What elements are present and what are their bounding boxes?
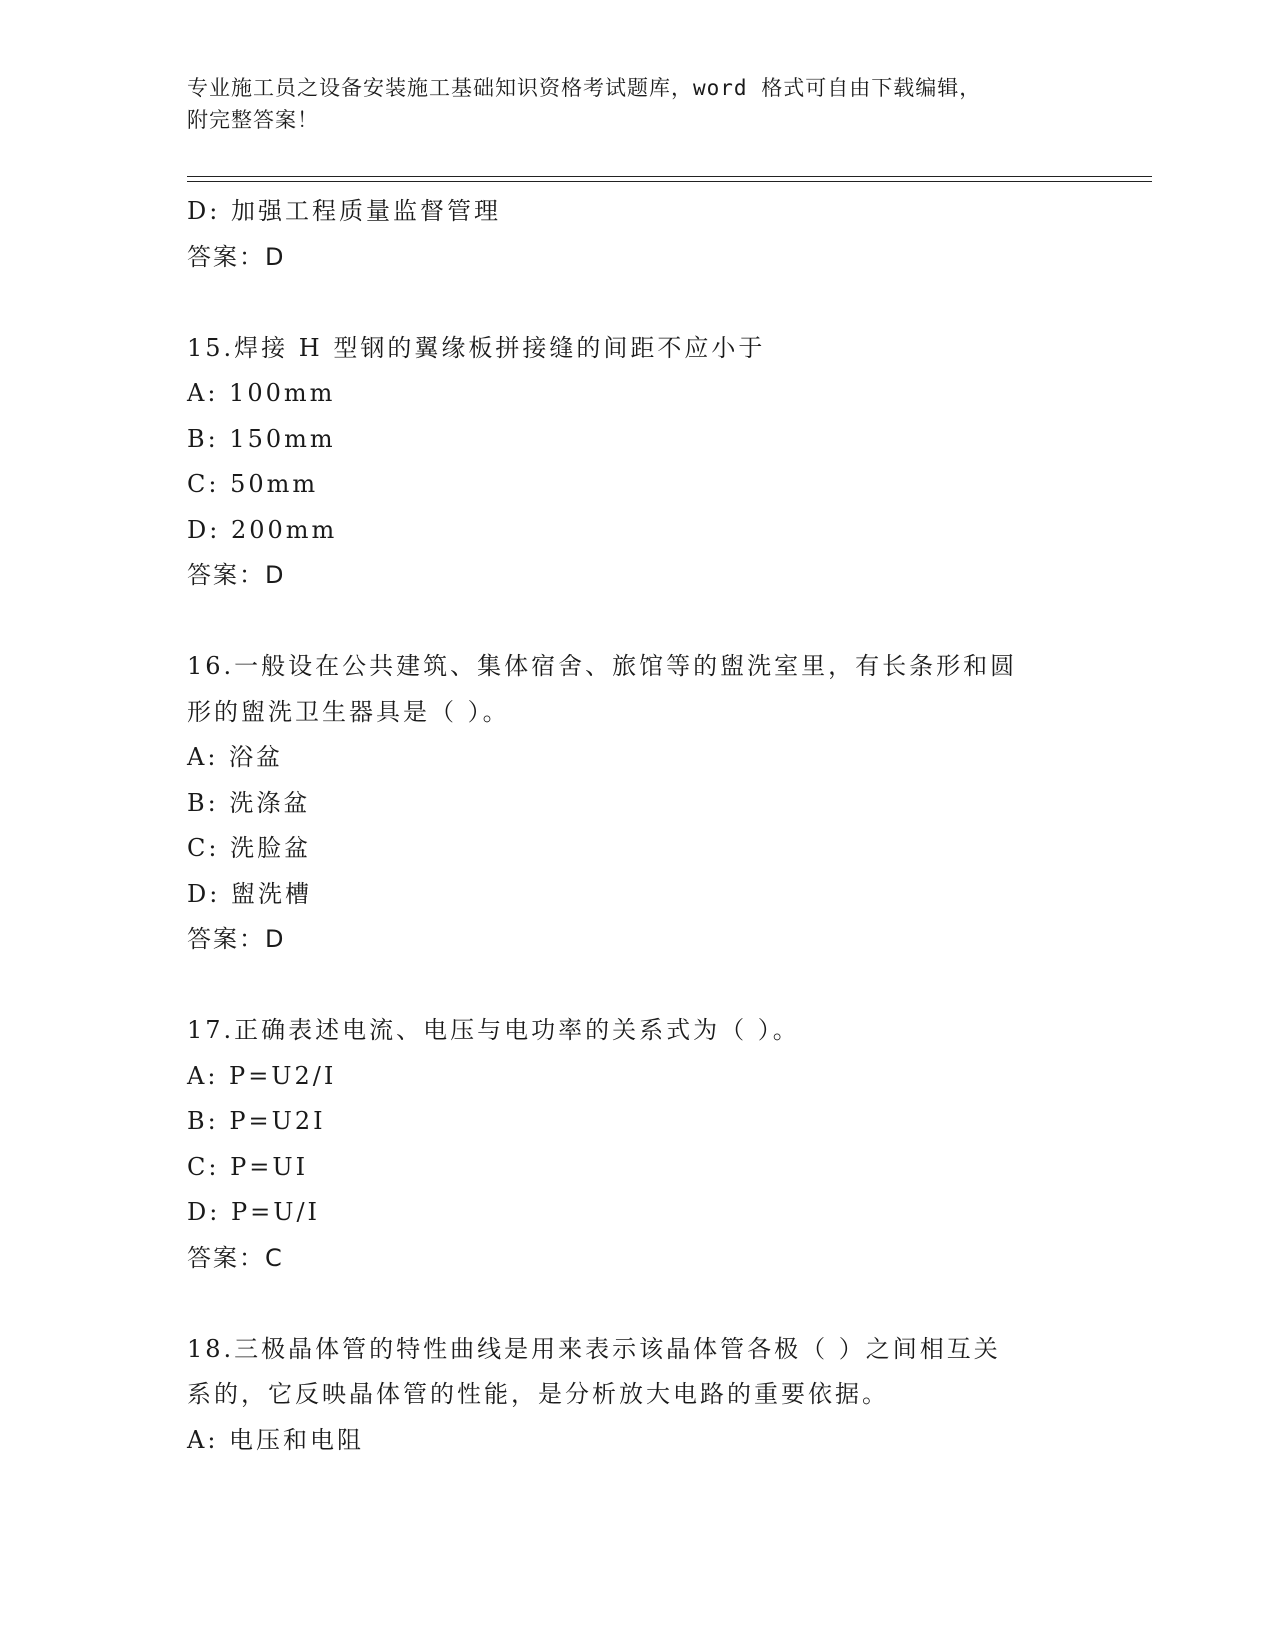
question-17: [187, 1008, 1087, 1281]
question-15: [187, 326, 1087, 599]
question-text: 16.一般设在公共建筑、集体宿舍、旅馆等的盥洗室里，有长条形和圆: [187, 652, 1018, 680]
answer-line: 答案：D: [187, 925, 286, 953]
option-d: D: 200mm: [187, 515, 338, 544]
header-divider-top: [187, 176, 1152, 177]
option-d: D: P=U/I: [187, 1198, 321, 1226]
question-spacer: [187, 280, 1087, 326]
option-d: D: 盥洗槽: [187, 879, 312, 908]
option-a: A: 电压和电阻: [187, 1425, 365, 1454]
option-a: A: 100mm: [187, 379, 336, 407]
option-a: A: P=U2/I: [187, 1061, 337, 1090]
header-divider-bottom: [187, 181, 1152, 182]
answer-line: 答案：D: [187, 242, 286, 271]
option-b: B: 洗涤盆: [187, 788, 311, 817]
question-14-tail: [187, 189, 1087, 280]
option-c: C: 50mm: [187, 470, 319, 498]
question-text: 17.正确表述电流、电压与电功率的关系式为（ ）。: [187, 1016, 800, 1044]
option-b: B: P=U2I: [187, 1107, 326, 1135]
question-text-continued: 形的盥洗卫生器具是（ ）。: [187, 697, 510, 726]
question-list: [187, 189, 1087, 1463]
option-d: D: 加强工程质量监督管理: [187, 197, 501, 225]
option-c: C: 洗脸盆: [187, 834, 312, 862]
option-c: C: P=UI: [187, 1152, 309, 1181]
question-spacer: [187, 1281, 1087, 1327]
option-a: A: 浴盆: [187, 743, 284, 771]
question-16: [187, 644, 1087, 963]
question-text-continued: 系的，它反映晶体管的性能，是分析放大电路的重要依据。: [187, 1380, 889, 1408]
option-b: B: 150mm: [187, 424, 336, 453]
question-spacer: [187, 599, 1087, 645]
answer-line: 答案：C: [187, 1243, 284, 1272]
question-text: 15.焊接 H 型钢的翼缘板拼接缝的间距不应小于: [187, 333, 766, 362]
question-text: 18.三极晶体管的特性曲线是用来表示该晶体管各极（ ）之间相互关: [187, 1334, 1001, 1363]
header-line-2: 附完整答案！: [187, 108, 319, 132]
question-spacer: [187, 963, 1087, 1009]
document-header: [187, 72, 1087, 136]
answer-line: 答案：D: [187, 561, 286, 589]
question-18: [187, 1327, 1087, 1464]
header-line-1: 专业施工员之设备安装施工基础知识资格考试题库，word 格式可自由下载编辑，: [187, 76, 982, 100]
